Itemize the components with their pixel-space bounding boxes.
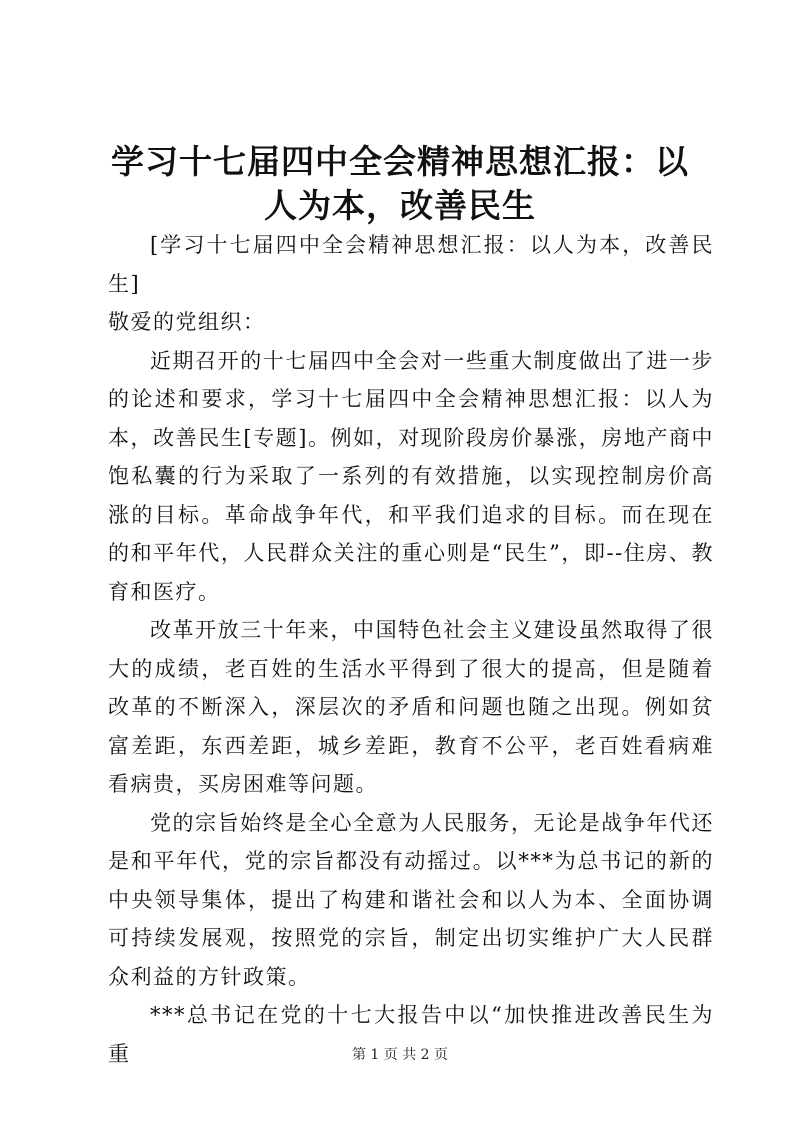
page-number-footer: 第 1 页 共 2 页 <box>351 1047 449 1063</box>
document-title: 学习十七届四中全会精神思想汇报：以人为本，改善民生 <box>111 142 689 225</box>
paragraph-2: 改革开放三十年来，中国特色社会主义建设虽然取得了很大的成绩，老百姓的生活水平得到了很大的提高，但是随着改革的不断深入，深层次的矛盾和问题也随之出现。例如贫富差距，东西差距，城乡差距，教育不公平，老百姓看病难看病贵，买房困难等问题。 <box>108 618 714 796</box>
paragraph-1: 近期召开的十七届四中全会对一些重大制度做出了进一步的论述和要求，学习十七届四中全会精神思想汇报：以人为本，改善民生[专题]。例如，对现阶段房价暴涨，房地产商中饱私囊的行为采取了一系列的有效措施，以实现控制房价高涨的目标。革命战争年代，和平我们追求的目标。而在现在的和平年代，人民群众关注的重心则是“民生”，即--住房、教育和医疗。 <box>108 348 714 604</box>
paragraph-3: 党的宗旨始终是全心全意为人民服务，无论是战争年代还是和平年代，党的宗旨都没有动摇过。以***为总书记的新的中央领导集体，提出了构建和谐社会和以人为本、全面协调可持续发展观，按照党的宗旨，制定出切实维护广大人民群众利益的方针政策。 <box>108 810 714 989</box>
document-body <box>108 226 714 1073</box>
paragraph-4: ***总书记在党的十七大报告中以“加快推进改善民生为重 <box>108 1003 714 1066</box>
paragraph-bracket-title: [学习十七届四中全会精神思想汇报：以人为本，改善民生] <box>108 233 714 296</box>
paragraph-salutation: 敬爱的党组织： <box>108 310 266 334</box>
